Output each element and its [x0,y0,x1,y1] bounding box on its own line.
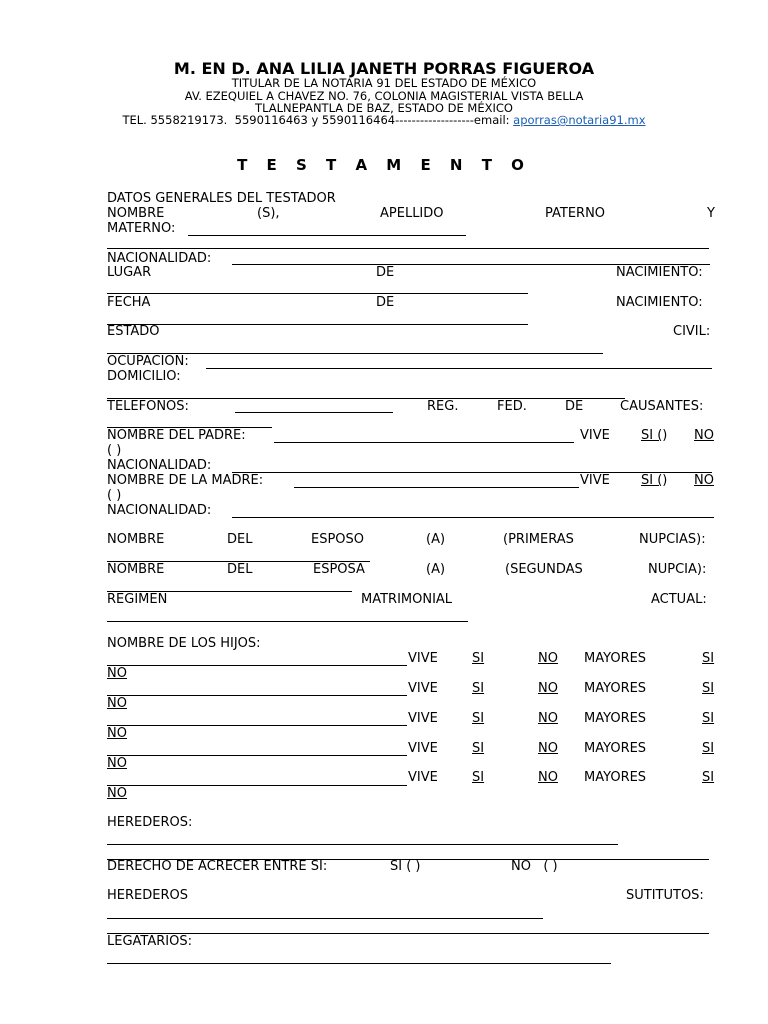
notary-title: TITULAR DE LA NOTARIA 91 DEL ESTADO DE MÉXICO [231,76,537,90]
label-estado: ESTADO [107,324,160,339]
materno-field[interactable] [188,235,466,236]
label-sustitutos: SUTITUTOS: [626,888,704,903]
acrecer-si-option[interactable]: SI ( ) [390,859,421,874]
mayores-si-option[interactable]: SI [702,651,715,666]
vive-si-option[interactable]: SI [472,770,485,785]
acrecer-no-option[interactable]: NO ( ) [511,859,558,874]
madre-no-checkbox[interactable]: ( ) [107,488,122,503]
label-nupcias: NUPCIAS): [639,532,706,547]
padre-si-option[interactable]: SI () [641,428,668,443]
label-vive: VIVE [408,770,438,785]
vive-no-option[interactable]: NO [538,711,558,726]
label-materno: MATERNO: [107,221,176,236]
vive-si-option[interactable]: SI [472,711,485,726]
label-vive: VIVE [408,741,438,756]
label-mayores: MAYORES [584,681,647,696]
label-reg: REG. [427,399,459,414]
document-title: T E S T A M E N T O [237,156,531,174]
mayores-no-option[interactable]: NO [107,786,127,801]
madre-si-option[interactable]: SI () [641,473,668,488]
label-telefonos: TELEFONOS: [107,399,189,414]
label-mayores: MAYORES [584,770,647,785]
mayores-no-option[interactable]: NO [107,726,127,741]
label-nombre: NOMBRE [107,206,165,221]
label-mayores: MAYORES [584,711,647,726]
legatarios-field[interactable] [107,963,611,964]
hijo-nombre-field[interactable] [107,785,407,786]
mayores-no-option[interactable]: NO [107,696,127,711]
herederos-field[interactable] [107,844,618,845]
label-derecho-acrecer: DERECHO DE ACRECER ENTRE SI: [107,859,328,874]
nacionalidad-madre-field[interactable] [232,517,714,518]
vive-no-option[interactable]: NO [538,681,558,696]
label-paterno: PATERNO [545,206,606,221]
mayores-si-option[interactable]: SI [702,770,715,785]
label-legatarios: LEGATARIOS: [107,934,192,949]
vive-no-option[interactable]: NO [538,741,558,756]
label-vive: VIVE [408,711,438,726]
label-fed: FED. [497,399,527,414]
label-nacionalidad: NACIONALIDAD: [107,251,212,266]
email-link[interactable]: aporras@notaria91.mx [513,113,646,127]
label-nupcia: NUPCIA): [648,562,707,577]
label-nombre-madre: NOMBRE DE LA MADRE: [107,473,264,488]
label-mayores: MAYORES [584,741,647,756]
label-esposa-a: (A) [426,562,446,577]
mayores-si-option[interactable]: SI [702,711,715,726]
label-de-3: DE [565,399,584,414]
label-domicilio: DOMICILIO: [107,369,181,384]
label-esposo: ESPOSO [311,532,365,547]
notary-contact [0,114,768,126]
label-apellido: APELLIDO [380,206,444,221]
sustitutos-field-2[interactable] [107,933,709,934]
lugar-nacimiento-field[interactable] [107,293,528,294]
label-esposa-nombre: NOMBRE [107,562,165,577]
nacionalidad-padre-field[interactable] [232,472,712,473]
vive-si-option[interactable]: SI [472,651,485,666]
label-primeras: (PRIMERAS [503,532,574,547]
vive-si-option[interactable]: SI [472,741,485,756]
label-nombre-hijos: NOMBRE DE LOS HIJOS: [107,636,261,651]
notary-name: M. EN D. ANA LILIA JANETH PORRAS FIGUEROA [173,59,595,78]
label-nacimiento-2: NACIMIENTO: [616,295,703,310]
section-datos-generales: DATOS GENERALES DEL TESTADOR [107,191,336,206]
label-matrimonial: MATRIMONIAL [361,592,453,607]
fecha-nacimiento-field[interactable] [107,324,528,325]
label-ocupacion: OCUPACION: [107,354,189,369]
label-vive: VIVE [408,651,438,666]
label-esposa: ESPOSA [313,562,365,577]
padre-no-checkbox[interactable]: ( ) [107,443,122,458]
label-nacimiento: NACIMIENTO: [616,265,703,280]
mayores-si-option[interactable]: SI [702,681,715,696]
sustitutos-field[interactable] [107,918,543,919]
hijo-nombre-field[interactable] [107,725,407,726]
label-nombre-padre: NOMBRE DEL PADRE: [107,428,246,443]
label-fecha: FECHA [107,295,151,310]
label-esposo-del: DEL [227,532,253,547]
nombre-continuation-field[interactable] [107,248,709,249]
label-nacionalidad-madre: NACIONALIDAD: [107,503,212,518]
label-y: Y [707,206,715,221]
madre-no-option[interactable]: NO [694,473,714,488]
mayores-no-option[interactable]: NO [107,756,127,771]
label-herederos: HEREDEROS: [107,815,193,830]
hijo-nombre-field[interactable] [107,695,407,696]
mayores-no-option[interactable]: NO [107,666,127,681]
hijo-nombre-field[interactable] [107,665,407,666]
label-esposo-nombre: NOMBRE [107,532,165,547]
label-vive-padre: VIVE [580,428,610,443]
notary-address: AV. EZEQUIEL A CHAVEZ NO. 76, COLONIA MAGISTERIAL VISTA BELLA [184,89,584,103]
label-civil: CIVIL: [673,324,711,339]
label-vive-madre: VIVE [580,473,610,488]
label-nombre-s: (S), [257,206,280,221]
label-mayores: MAYORES [584,651,647,666]
label-esposo-a: (A) [426,532,446,547]
mayores-si-option[interactable]: SI [702,741,715,756]
vive-no-option[interactable]: NO [538,770,558,785]
ocupacion-field[interactable] [206,368,712,369]
label-herederos-sustitutos: HEREDEROS [107,888,188,903]
label-vive: VIVE [408,681,438,696]
label-de: DE [376,265,395,280]
padre-no-option[interactable]: NO [694,428,714,443]
label-actual: ACTUAL: [651,592,707,607]
label-nacionalidad-padre: NACIONALIDAD: [107,458,212,473]
notary-city: TLALNEPANTLA DE BAZ, ESTADO DE MÉXICO [255,101,513,115]
label-causantes: CAUSANTES: [620,399,704,414]
hijo-nombre-field[interactable] [107,755,407,756]
nombre-padre-field[interactable] [274,442,574,443]
vive-no-option[interactable]: NO [538,651,558,666]
label-segundas: (SEGUNDAS [505,562,583,577]
nombre-madre-field[interactable] [294,487,579,488]
phones-text: TEL. 5558219173. 5590116463 y 5590116464-------------------email: [122,113,514,127]
label-regimen: REGIMEN [107,592,168,607]
regimen-field[interactable] [107,621,468,622]
label-de-2: DE [376,295,395,310]
label-esposa-del: DEL [227,562,253,577]
vive-si-option[interactable]: SI [472,681,485,696]
label-lugar: LUGAR [107,265,152,280]
telefonos-field[interactable] [235,412,393,413]
